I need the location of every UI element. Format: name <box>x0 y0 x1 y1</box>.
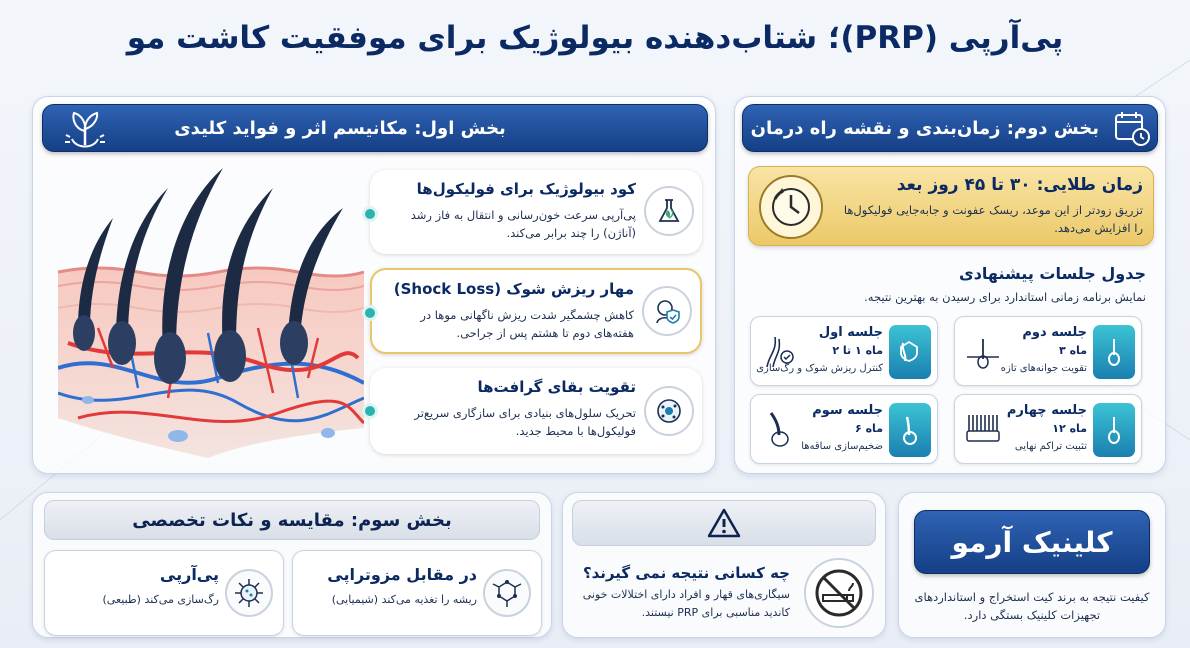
warning-icon <box>707 508 741 538</box>
warning-desc: سیگاری‌های قهار و افراد دارای اختلالات خونی کاندید مناسبی برای PRP نیستند. <box>582 588 790 619</box>
clinic-desc: کیفیت نتیجه به برند کیت استخراج و استانداردهای تجهیزات کلینیک بستگی دارد. <box>914 590 1150 622</box>
comparison-card <box>292 550 542 636</box>
page-title: پی‌آرپی (PRP)؛ شتاب‌دهنده بیولوژیک برای موفقیت کاشت مو <box>126 20 1064 56</box>
thick-hair-icon <box>759 409 799 449</box>
dense-hair-icon <box>963 409 1003 449</box>
session-name: جلسه سوم <box>812 403 883 418</box>
session-card <box>954 394 1142 464</box>
session-card <box>954 316 1142 386</box>
feature-title: تقویت بقای گرافت‌ها <box>477 378 636 396</box>
session-month: ماه ۶ <box>855 422 883 435</box>
section2-header <box>742 104 1158 152</box>
session-card <box>750 316 938 386</box>
session-desc: تثبیت تراکم نهایی <box>1014 441 1087 452</box>
feature-desc: کاهش چشمگیر شدت ریزش ناگهانی موها در هفته‌های دوم تا هشتم پس از جراحی. <box>420 308 634 340</box>
session-badge-icon <box>1093 403 1135 457</box>
section2-header-text: بخش دوم: زمان‌بندی و نقشه راه درمان <box>750 117 1099 139</box>
session-month: ماه ۱ تا ۲ <box>832 344 883 357</box>
golden-time-desc: تزریق زودتر از این موعد، ریسک عفونت و جابه‌جایی فولیکول‌ها را افزایش می‌دهد. <box>843 203 1143 235</box>
feature-desc: پی‌آرپی سرعت خون‌رسانی و انتقال به فاز رشد (آناژن) را چند برابر می‌کند. <box>410 208 636 240</box>
warning-title: چه کسانی نتیجه نمی گیرند؟ <box>582 564 790 582</box>
sprout-follicle-icon <box>963 331 1003 371</box>
session-badge-icon <box>889 403 931 457</box>
session-name: جلسه اول <box>818 325 883 340</box>
calendar-clock-icon <box>1112 108 1152 148</box>
platelet-icon <box>225 569 273 617</box>
session-month: ماه ۱۲ <box>1052 422 1087 435</box>
clock-icon <box>759 175 823 239</box>
session-desc: ضخیم‌سازی ساقه‌ها <box>801 441 883 452</box>
connector-dot <box>362 206 378 222</box>
feature-title: کود بیولوژیک برای فولیکول‌ها <box>416 180 636 198</box>
section3-header <box>44 500 540 540</box>
section1-header <box>42 104 708 152</box>
head-shield-icon <box>642 286 692 336</box>
clinic-name: کلینیک آرمو <box>951 525 1113 559</box>
connector-dot <box>362 403 378 419</box>
scalp-follicle-illustration <box>58 168 364 458</box>
session-desc: کنترل ریزش شوک و رگ‌سازی <box>756 363 883 374</box>
no-smoking-icon <box>804 558 874 628</box>
comparison-desc: رگ‌سازی می‌کند (طبیعی) <box>102 593 219 606</box>
session-card <box>750 394 938 464</box>
comparison-title: در مقابل مزوتراپی <box>327 565 477 584</box>
session-name: جلسه دوم <box>1022 325 1087 340</box>
warning-header <box>572 500 876 546</box>
vessel-shield-icon <box>759 331 799 371</box>
feature-title: مهار ریزش شوک (Shock Loss) <box>393 280 634 298</box>
comparison-card <box>44 550 284 636</box>
feature-card <box>370 368 702 454</box>
plant-follicle-icon <box>56 108 114 150</box>
clinic-name-banner <box>914 510 1150 574</box>
cell-icon <box>644 386 694 436</box>
feature-card <box>370 268 702 354</box>
session-name: جلسه چهارم <box>1006 403 1087 418</box>
session-badge-icon <box>889 325 931 379</box>
feature-card <box>370 170 702 254</box>
flask-leaf-icon <box>644 186 694 236</box>
sessions-table-title: جدول جلسات پیشنهادی <box>959 264 1146 283</box>
connector-dot <box>362 305 378 321</box>
session-desc: تقویت جوانه‌های تازه <box>1000 363 1087 374</box>
golden-time-box <box>748 166 1154 246</box>
comparison-desc: ریشه را تغذیه می‌کند (شیمیایی) <box>331 593 477 606</box>
molecule-icon <box>483 569 531 617</box>
section3-header-text: بخش سوم: مقایسه و نکات تخصصی <box>132 509 452 531</box>
feature-desc: تحریک سلول‌های بنیادی برای سازگاری سریع‌تر فولیکول‌ها با محیط جدید. <box>414 406 636 438</box>
comparison-title: پی‌آرپی <box>159 565 219 584</box>
section1-header-text: بخش اول: مکانیسم اثر و فواید کلیدی <box>174 117 506 139</box>
session-month: ماه ۳ <box>1059 344 1087 357</box>
session-badge-icon <box>1093 325 1135 379</box>
golden-time-title: زمان طلایی: ۳۰ تا ۴۵ روز بعد <box>896 175 1143 195</box>
sessions-table-subtitle: نمایش برنامه زمانی استاندارد برای رسیدن به بهترین نتیجه. <box>864 290 1146 304</box>
